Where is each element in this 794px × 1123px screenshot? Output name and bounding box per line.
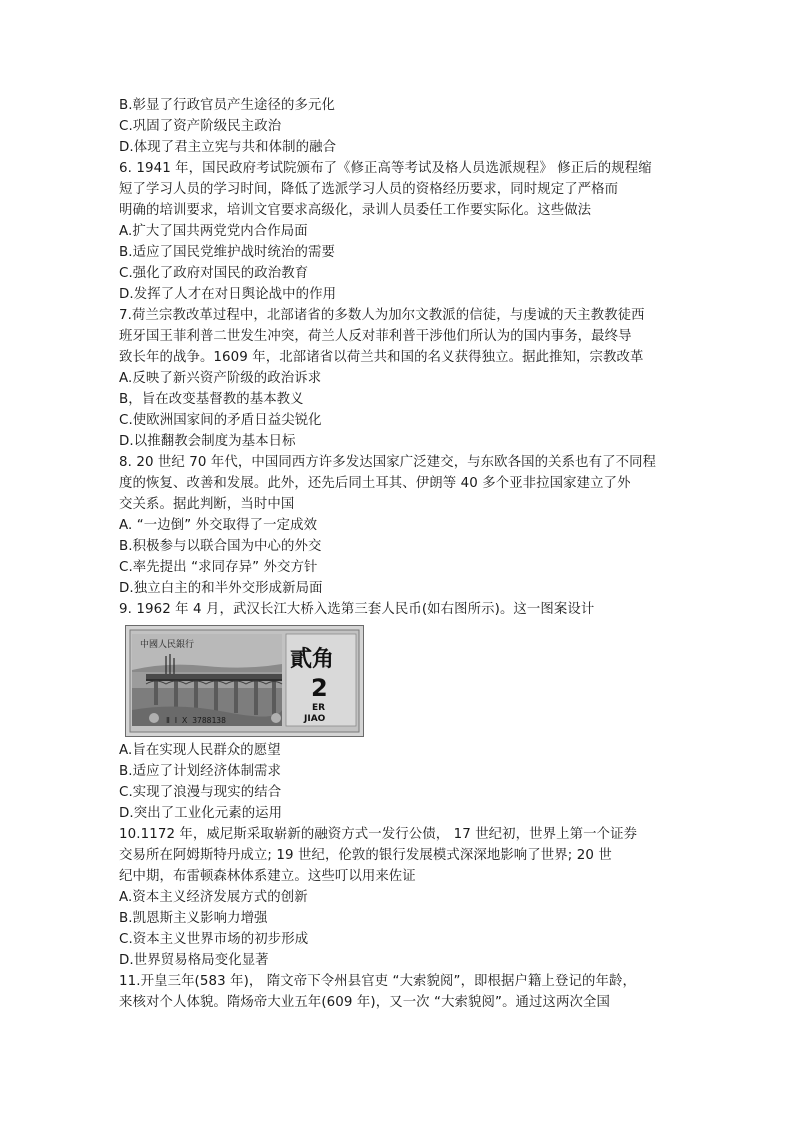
question-7: 7.荷兰宗教改革过程中，北部诸省的多数人为加尔文教派的信徒，与虔诚的天主教教徒西 <box>119 308 645 323</box>
option-line: B.凯恩斯主义影响力增强 <box>119 911 268 926</box>
option-line: C.实现了浪漫与现实的结合 <box>119 785 282 800</box>
option-line: D.发挥了人才在对日舆论战中的作用 <box>119 287 337 302</box>
text-line: 致长年的战争。1609 年，北部诸省以荷兰共和国的名义获得独立。据此推知，宗教改革 <box>119 350 644 365</box>
text-line: 班牙国王菲利普二世发生冲突，荷兰人反对菲利普干涉他们所认为的国内事务，最终导 <box>119 329 632 344</box>
option-line: D.世界贸易格局变化显著 <box>119 953 269 968</box>
option-line: A.旨在实现人民群众的愿望 <box>119 743 281 758</box>
banknote-pinyin-bottom: JIAO <box>304 714 326 724</box>
text-line: 短了学习人员的学习时间，降低了选派学习人员的资格经历要求，同时规定了严格而 <box>119 182 619 197</box>
option-line: C.使欧洲国家间的矛盾日益尖锐化 <box>119 413 322 428</box>
option-line: D.以推翻教会制度为基本日标 <box>119 434 296 449</box>
option-line: B.适应了国民党维护战时统治的需要 <box>119 245 336 260</box>
banknote-denomination-numeral: 2 <box>311 674 328 702</box>
text-line: 交易所在阿姆斯特丹成立; 19 世纪，伦敦的银行发展模式深深地影响了世界; 20 世 <box>119 848 612 863</box>
text-line: 来核对个人体貌。隋炀帝大业五年(609 年)，又一次 “大索貌阅”。通过这两次全国 <box>119 995 610 1010</box>
question-6: 6. 1941 年，国民政府考试院颁布了《修正高等考试及格人员选派规程》 修正后的规程缩 <box>119 161 652 176</box>
option-line: C.强化了政府对国民的政治教育 <box>119 266 309 281</box>
text-line: C.巩固了资产阶级民主政治 <box>119 119 282 134</box>
text-line: 度的恢复、改善和发展。此外，还先后同土耳其、伊朗等 40 多个亚非拉国家建立了外 <box>119 476 631 491</box>
option-line: B.适应了计划经济体制需求 <box>119 764 282 779</box>
question-10: 10.1172 年，威尼斯采取崭新的融资方式一发行公债， 17 世纪初，世界上第一个证券 <box>119 827 638 842</box>
banknote-denomination-chars: 貳角 <box>290 647 335 672</box>
option-line: A.资本主义经济发展方式的创新 <box>119 890 308 905</box>
option-line: B，旨在改变基督教的基本教义 <box>119 392 304 407</box>
question-8: 8. 20 世纪 70 年代，中国同西方许多发达国家广泛建交，与东欧各国的关系也有了不同程 <box>119 455 657 470</box>
text-line: 纪中期，布雷顿森林体系建立。这些叮以用来佐证 <box>119 869 416 884</box>
banknote-serial: Ⅱ Ⅰ Ⅹ 3788138 <box>166 716 226 725</box>
banknote-bank-name: 中國人民銀行 <box>140 640 195 650</box>
option-line: A. “一边倒” 外交取得了一定成效 <box>119 518 318 533</box>
text-line: B.彰显了行政官员产生途径的多元化 <box>119 98 336 113</box>
text-line: 明确的培训要求，培训文官要求高级化，录训人员委任工作要实际化。这些做法 <box>119 203 592 218</box>
option-line: D.突出了工业化元素的运用 <box>119 806 283 821</box>
banknote-image <box>125 625 364 737</box>
question-11: 11.开皇三年(583 年)， 隋文帝下令州县官吏 “大索貌阅”，即根据户籍上登记的年龄， <box>119 974 636 989</box>
option-line: C.率先提出 “求同存异” 外交方针 <box>119 560 318 575</box>
option-line: D.独立白主的和半外交形成新局面 <box>119 581 323 596</box>
text-line: 交关系。据此判断，当时中国 <box>119 497 295 512</box>
banknote-pinyin-top: ER <box>312 703 326 713</box>
question-9: 9. 1962 年 4 月，武汉长江大桥入选第三套人民币(如右图所示)。这一图案设计 <box>119 602 595 617</box>
text-line: D.体现了君主立宪与共和体制的融合 <box>119 140 337 155</box>
option-line: A.扩大了国共两党党内合作局面 <box>119 224 308 239</box>
option-line: B.积极参与以联合国为中心的外交 <box>119 539 322 554</box>
option-line: A.反映了新兴资产阶级的政治诉求 <box>119 371 322 386</box>
option-line: C.资本主义世界市场的初步形成 <box>119 932 309 947</box>
